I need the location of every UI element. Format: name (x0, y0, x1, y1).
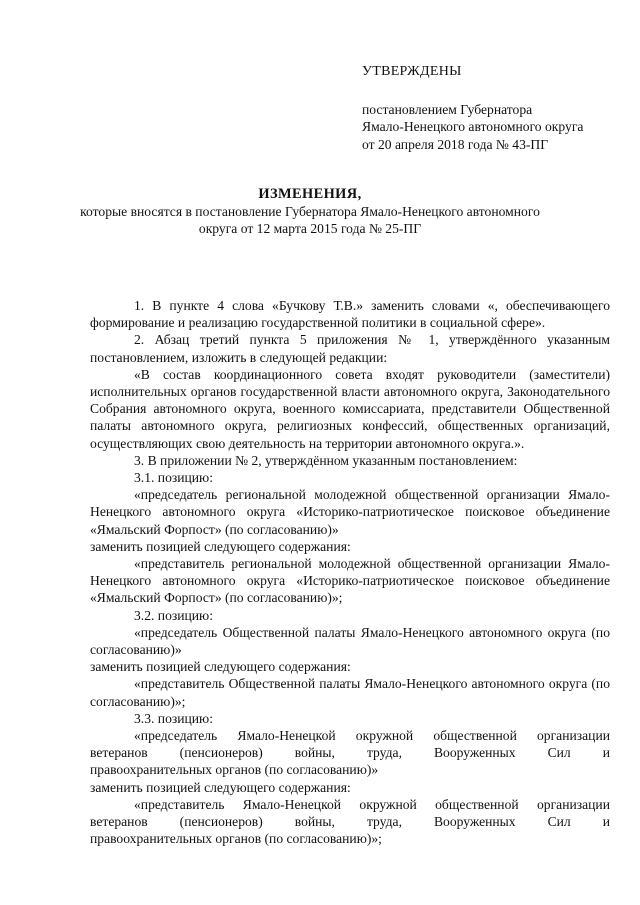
item-3-2-new: «представитель Общественной палаты Ямало-Ненецкого автономного округа (по согласованию)»; (90, 676, 610, 709)
document-body (90, 297, 610, 848)
item-3-3-old-line-1: «председатель Ямало-Ненецкой окружной общественной организации (134, 728, 610, 744)
replace-text-3: заменить позицией следующего содержания: (90, 779, 351, 795)
replace-text-2: заменить позицией следующего содержания: (90, 659, 351, 675)
paragraph-1: 1. В пункте 4 слова «Бучкову Т.В.» заменить словами «, обеспечивающего формирование и реализацию государственной политики в социальной сфере». (90, 298, 610, 331)
item-3-3-new-line-1: «представитель Ямало-Ненецкой окружной общественной организации (134, 796, 610, 812)
document-heading (80, 186, 540, 237)
approval-line-3: от 20 апреля 2018 года № 43-ПГ (362, 136, 549, 152)
heading-subtitle: которые вносятся в постановление Губернатора Ямало-Ненецкого автономного округа от 12 марта 2015 года № 25-ПГ (80, 204, 540, 236)
paragraph-2: 2. Абзац третий пункта 5 приложения № 1, утверждённого указанным постановлением, изложить в следующей редакции: (90, 332, 610, 365)
paragraph-2-quote: «В состав координационного совета входят руководители (заместители) исполнительных органов государственной власти автономного округа, Законодательного Собрания автономного округа, военного комиссариата, представители Общественной палаты автономного округа, религиозных конфессий, общественных организаций, осуществляющих свою деятельность на территории автономного округа.». (90, 366, 610, 451)
approval-line-2: Ямало-Ненецкого автономного округа (362, 119, 584, 134)
approval-line-1: постановлением Губернатора (362, 101, 533, 117)
item-3-2-old: «председатель Общественной палаты Ямало-Ненецкого автономного округа (по согласованию)» (90, 624, 610, 658)
item-3-3-new-line-2: ветеранов (пенсионеров) войны, труда, Вооруженных Сил и (90, 814, 610, 830)
approval-block (362, 63, 583, 153)
item-3-3-old-line-3: правоохранительных органов (по согласованию)» (90, 762, 379, 778)
item-3-1-old: «председатель региональной молодежной общественной организации Ямало-Ненецкого автономного округа «Историко-патриотическое поисковое объединение «Ямальский Форпост» (по согласованию)» (90, 487, 610, 537)
item-3-2: 3.2. позицию: (134, 607, 213, 623)
item-3-3-new-line-3: правоохранительных органов (по согласованию)»; (90, 831, 382, 847)
item-3-1: 3.1. позицию: (134, 470, 213, 486)
item-3-3-old-line-2: ветеранов (пенсионеров) войны, труда, Вооруженных Сил и (90, 745, 610, 761)
paragraph-3: 3. В приложении № 2, утверждённом указанным постановлением: (134, 452, 518, 468)
replace-text-1: заменить позицией следующего содержания: (90, 538, 351, 554)
item-3-3: 3.3. позицию: (134, 710, 213, 726)
item-3-1-new: «представитель региональной молодежной общественной организации Ямало-Ненецкого автономного округа «Историко-патриотическое поисковое объединение «Ямальский Форпост» (по согласованию)»; (90, 556, 610, 606)
approval-title: УТВЕРЖДЕНЫ (362, 64, 462, 79)
heading-title: ИЗМЕНЕНИЯ, (258, 186, 362, 202)
